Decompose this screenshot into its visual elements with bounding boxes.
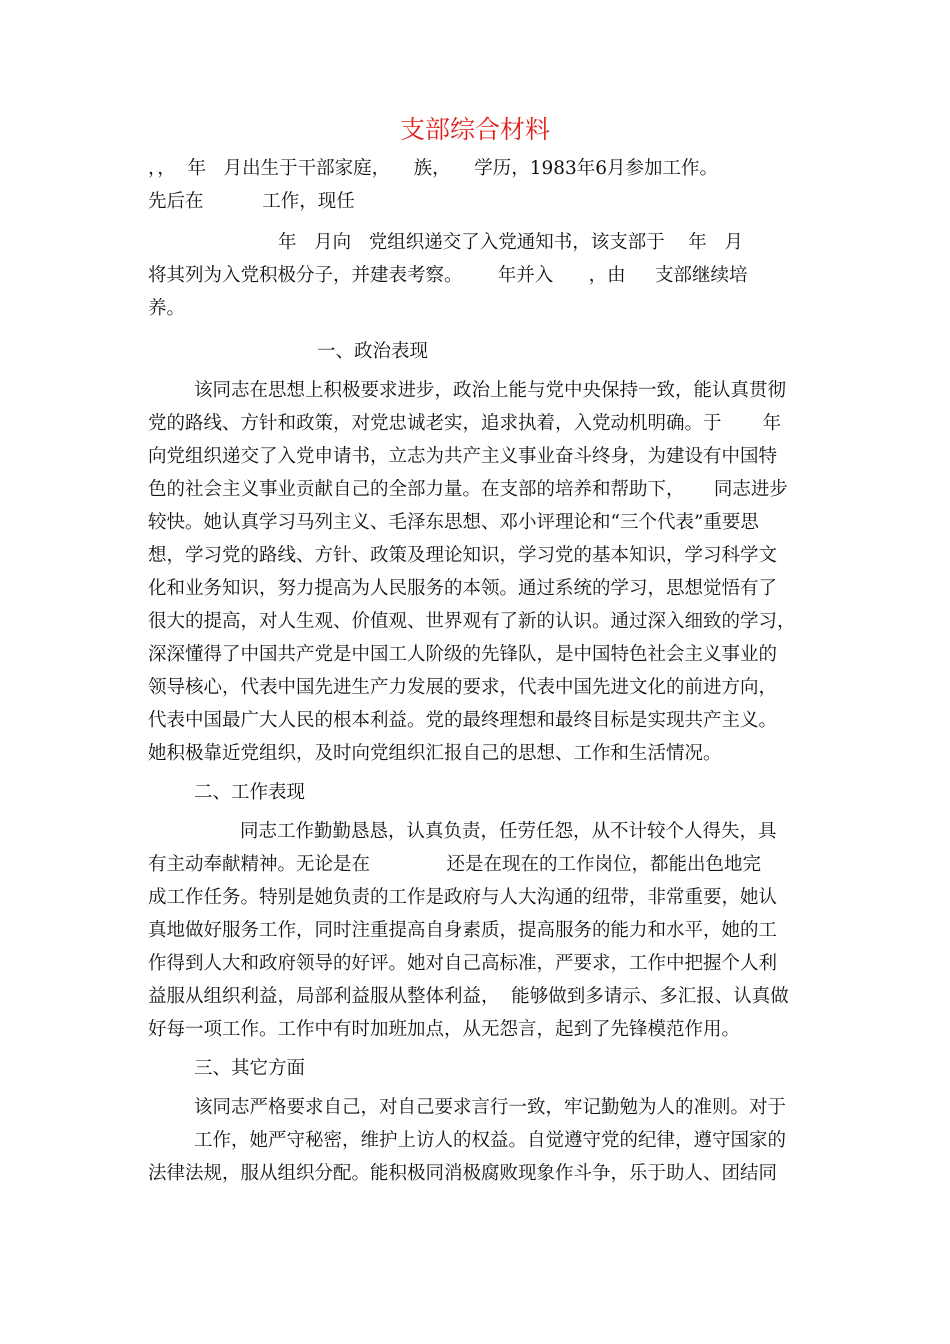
paragraph-line: 作得到人大和政府领导的好评。她对自己高标准，严要求，工作中把握个人利	[148, 953, 778, 974]
paragraph-line: 将其列为入党积极分子，并建表考察。 年并入 ，由 支部继续培	[148, 265, 748, 286]
paragraph-line: 先后在 工作，现任	[148, 191, 355, 212]
paragraph-line: 该同志在思想上积极要求进步，政治上能与党中央保持一致，能认真贯彻	[194, 380, 787, 401]
document-title: 支部综合材料	[399, 115, 550, 144]
paragraph-line: ，， 年 月出生于干部家庭， 族， 学历，1983年6月参加工作。	[148, 158, 719, 179]
paragraph-line: 有主动奉献精神。无论是在 还是在现在的工作岗位，都能出色地完	[148, 854, 761, 875]
paragraph-line: 好每一项工作。工作中有时加班加点，从无怨言，起到了先锋模范作用。	[148, 1019, 741, 1040]
paragraph-line: 代表中国最广大人民的根本利益。党的最终理想和最终目标是实现共产主义。	[148, 710, 778, 731]
paragraph-line: 成工作任务。特别是她负责的工作是政府与人大沟通的纽带，非常重要，她认	[148, 887, 778, 908]
paragraph-line: 色的社会主义事业贡献自己的全部力量。在支部的培养和帮助下， 同志进步	[148, 479, 788, 500]
paragraph-line: 益服从组织利益，局部利益服从整体利益， 能够做到多请示、多汇报、认真做	[148, 986, 789, 1007]
paragraph-line: 较快。她认真学习马列主义、毛泽东思想、邓小评理论和“三个代表”重要思	[148, 512, 759, 533]
paragraph-line: 三、其它方面	[194, 1058, 306, 1079]
paragraph-line: 法律法规，服从组织分配。能积极同消极腐败现象作斗争，乐于助人、团结同	[148, 1163, 778, 1184]
paragraph-line: 二、工作表现	[194, 782, 306, 803]
paragraph-line: 深深懂得了中国共产党是中国工人阶级的先锋队，是中国特色社会主义事业的	[148, 644, 778, 665]
paragraph-line: 向党组织递交了入党申请书，立志为共产主义事业奋斗终身，为建设有中国特	[148, 446, 778, 467]
paragraph-line: 同志工作勤勤恳恳，认真负责，任劳任怨，从不计较个人得失，具	[240, 821, 777, 842]
paragraph-line: 化和业务知识，努力提高为人民服务的本领。通过系统的学习，思想觉悟有了	[148, 578, 778, 599]
paragraph-line: 党的路线、方针和政策，对党忠诚老实，追求执着，入党动机明确。于 年	[148, 413, 782, 434]
paragraph-line: 很大的提高，对人生观、价值观、世界观有了新的认识。通过深入细致的学习，	[148, 611, 796, 632]
paragraph-line: 年 月向 党组织递交了入党通知书，该支部于 年 月	[278, 232, 743, 253]
paragraph-line: 工作，她严守秘密，维护上访人的权益。自觉遵守党的纪律，遵守国家的	[194, 1130, 787, 1151]
paragraph-line: 真地做好服务工作，同时注重提高自身素质，提高服务的能力和水平，她的工	[148, 920, 778, 941]
paragraph-line: 该同志严格要求自己，对自己要求言行一致，牢记勤勉为人的准则。对于	[194, 1097, 787, 1118]
paragraph-line: 养。	[148, 298, 186, 319]
paragraph-line: 想，学习党的路线、方针、政策及理论知识，学习党的基本知识，学习科学文	[148, 545, 778, 566]
paragraph-line: 一、政治表现	[317, 341, 429, 362]
paragraph-line: 领导核心，代表中国先进生产力发展的要求，代表中国先进文化的前进方向，	[148, 677, 778, 698]
paragraph-line: 她积极靠近党组织，及时向党组织汇报自己的思想、工作和生活情况。	[148, 743, 722, 764]
